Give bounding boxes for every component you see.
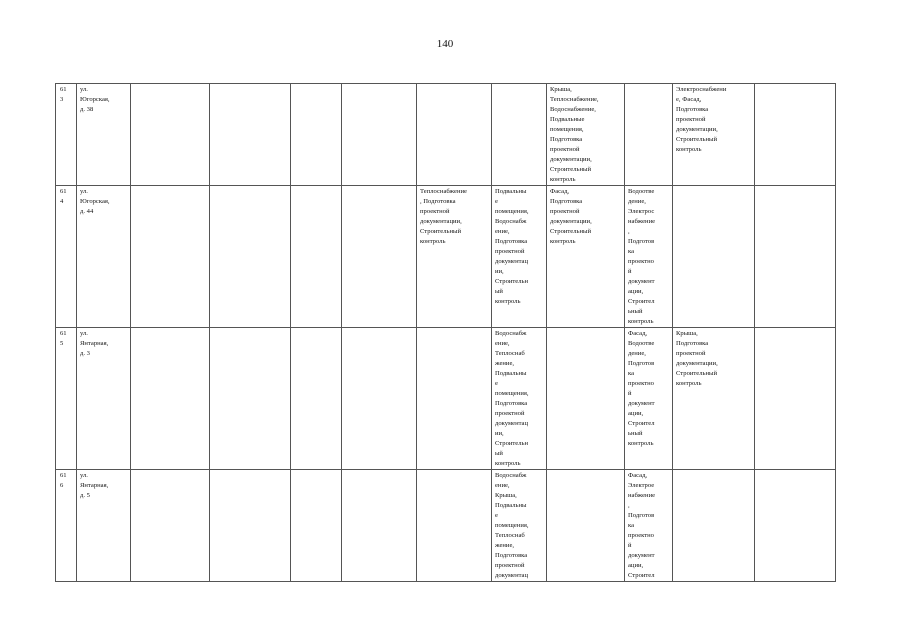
table-cell <box>755 84 836 186</box>
table-cell <box>342 84 417 186</box>
table-cell <box>417 84 492 186</box>
table-cell <box>342 470 417 582</box>
table-cell <box>755 186 836 328</box>
address-cell: ул. Югорская, д. 44 <box>77 186 131 328</box>
address-cell: ул. Янтарная, д. 3 <box>77 328 131 470</box>
row-number: 61 6 <box>56 470 77 582</box>
table-cell <box>131 470 210 582</box>
table-row <box>56 186 836 328</box>
table-cell <box>547 328 625 470</box>
table-cell <box>755 470 836 582</box>
table-cell <box>625 84 673 186</box>
table-cell <box>210 470 291 582</box>
table-cell <box>291 328 342 470</box>
row-number: 61 4 <box>56 186 77 328</box>
table-cell <box>673 470 755 582</box>
table-cell: Крыша, Подготовка проектной документации, Строительный контроль <box>673 328 755 470</box>
table-row <box>56 470 836 582</box>
table-cell <box>131 328 210 470</box>
table-cell <box>342 328 417 470</box>
table-cell <box>417 328 492 470</box>
row-number: 61 3 <box>56 84 77 186</box>
table-cell <box>131 186 210 328</box>
table-cell: Водоснабж ение, Теплоснаб жение, Подвальны е помещения, Подготовка проектной документац ии, Строительн ый контроль <box>492 328 547 470</box>
table-cell <box>291 186 342 328</box>
row-number: 61 5 <box>56 328 77 470</box>
table-cell <box>342 186 417 328</box>
address-cell: ул. Янтарная, д. 5 <box>77 470 131 582</box>
page-number: 140 <box>436 38 454 50</box>
table-cell <box>291 470 342 582</box>
table-row <box>56 84 836 186</box>
table-cell: Водоснабж ение, Крыша, Подвальны е помещения, Теплоснаб жение, Подготовка проектной документац <box>492 470 547 582</box>
table-cell <box>417 470 492 582</box>
table-cell: Фасад, Водоотве дение, Подготов ка проектно й документ ации, Строител ьный контроль <box>625 328 673 470</box>
table-cell: Электроснабжени е, Фасад, Подготовка проектной документации, Строительный контроль <box>673 84 755 186</box>
table-cell: Крыша, Теплоснабжение, Водоснабжение, Подвальные помещения, Подготовка проектной документации, Строительный контроль <box>547 84 625 186</box>
table-cell <box>755 328 836 470</box>
table-cell <box>492 84 547 186</box>
table-cell <box>673 186 755 328</box>
table-cell: Фасад, Подготовка проектной документации, Строительный контроль <box>547 186 625 328</box>
address-cell: ул. Югорская, д. 38 <box>77 84 131 186</box>
table-cell <box>210 84 291 186</box>
table-cell <box>291 84 342 186</box>
table-cell <box>131 84 210 186</box>
table-cell: Теплоснабжение , Подготовка проектной документации, Строительный контроль <box>417 186 492 328</box>
table-cell: Водоотве дение, Электрос набжение , Подготов ка проектно й документ ации, Строител ьный контроль <box>625 186 673 328</box>
table-cell <box>547 470 625 582</box>
program-table <box>55 83 836 582</box>
table-cell: Фасад, Электрое набжение , Подготов ка проектно й документ ации, Строител <box>625 470 673 582</box>
table-cell: Подвальны е помещения, Водоснабж ение, Подготовка проектной документац ии, Строительн ый контроль <box>492 186 547 328</box>
table-row <box>56 328 836 470</box>
table-cell <box>210 186 291 328</box>
table-cell <box>210 328 291 470</box>
